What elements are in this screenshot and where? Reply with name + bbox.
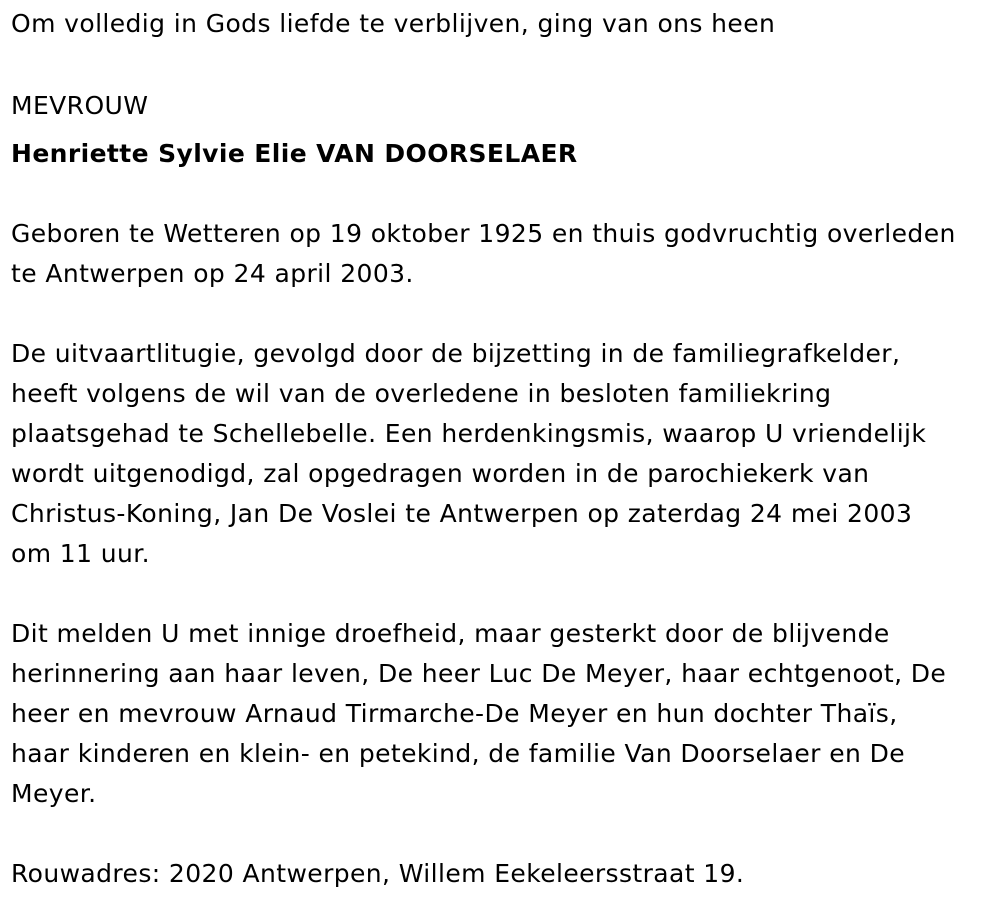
family-line-5: Meyer.	[11, 779, 97, 808]
birth-line-1: Geboren te Wetteren op 19 oktober 1925 en thuis godvruchtig overleden	[11, 219, 956, 248]
birth-line-2: te Antwerpen op 24 april 2003.	[11, 259, 414, 288]
ceremony-line-2: heeft volgens de wil van de overledene in besloten familiekring	[11, 379, 832, 408]
family-line-3: heer en mevrouw Arnaud Tirmarche-De Meyer en hun dochter Thaïs,	[11, 699, 898, 728]
deceased-name: Henriette Sylvie Elie VAN DOORSELAER	[11, 139, 578, 168]
salutation: MEVROUW	[11, 91, 149, 120]
ceremony-line-6: om 11 uur.	[11, 539, 150, 568]
intro-line: Om volledig in Gods liefde te verblijven, ging van ons heen	[11, 9, 776, 38]
ceremony-line-5: Christus-Koning, Jan De Voslei te Antwerpen op zaterdag 24 mei 2003	[11, 499, 913, 528]
ceremony-line-4: wordt uitgenodigd, zal opgedragen worden in de parochiekerk van	[11, 459, 870, 488]
family-line-2: herinnering aan haar leven, De heer Luc De Meyer, haar echtgenoot, De	[11, 659, 947, 688]
mourning-address: Rouwadres: 2020 Antwerpen, Willem Eekeleersstraat 19.	[11, 859, 745, 888]
family-line-1: Dit melden U met innige droefheid, maar gesterkt door de blijvende	[11, 619, 890, 648]
ceremony-line-3: plaatsgehad te Schellebelle. Een herdenkingsmis, waarop U vriendelijk	[11, 419, 927, 448]
family-line-4: haar kinderen en klein- en petekind, de familie Van Doorselaer en De	[11, 739, 906, 768]
ceremony-line-1: De uitvaartlitugie, gevolgd door de bijzetting in de familiegrafkelder,	[11, 339, 901, 368]
